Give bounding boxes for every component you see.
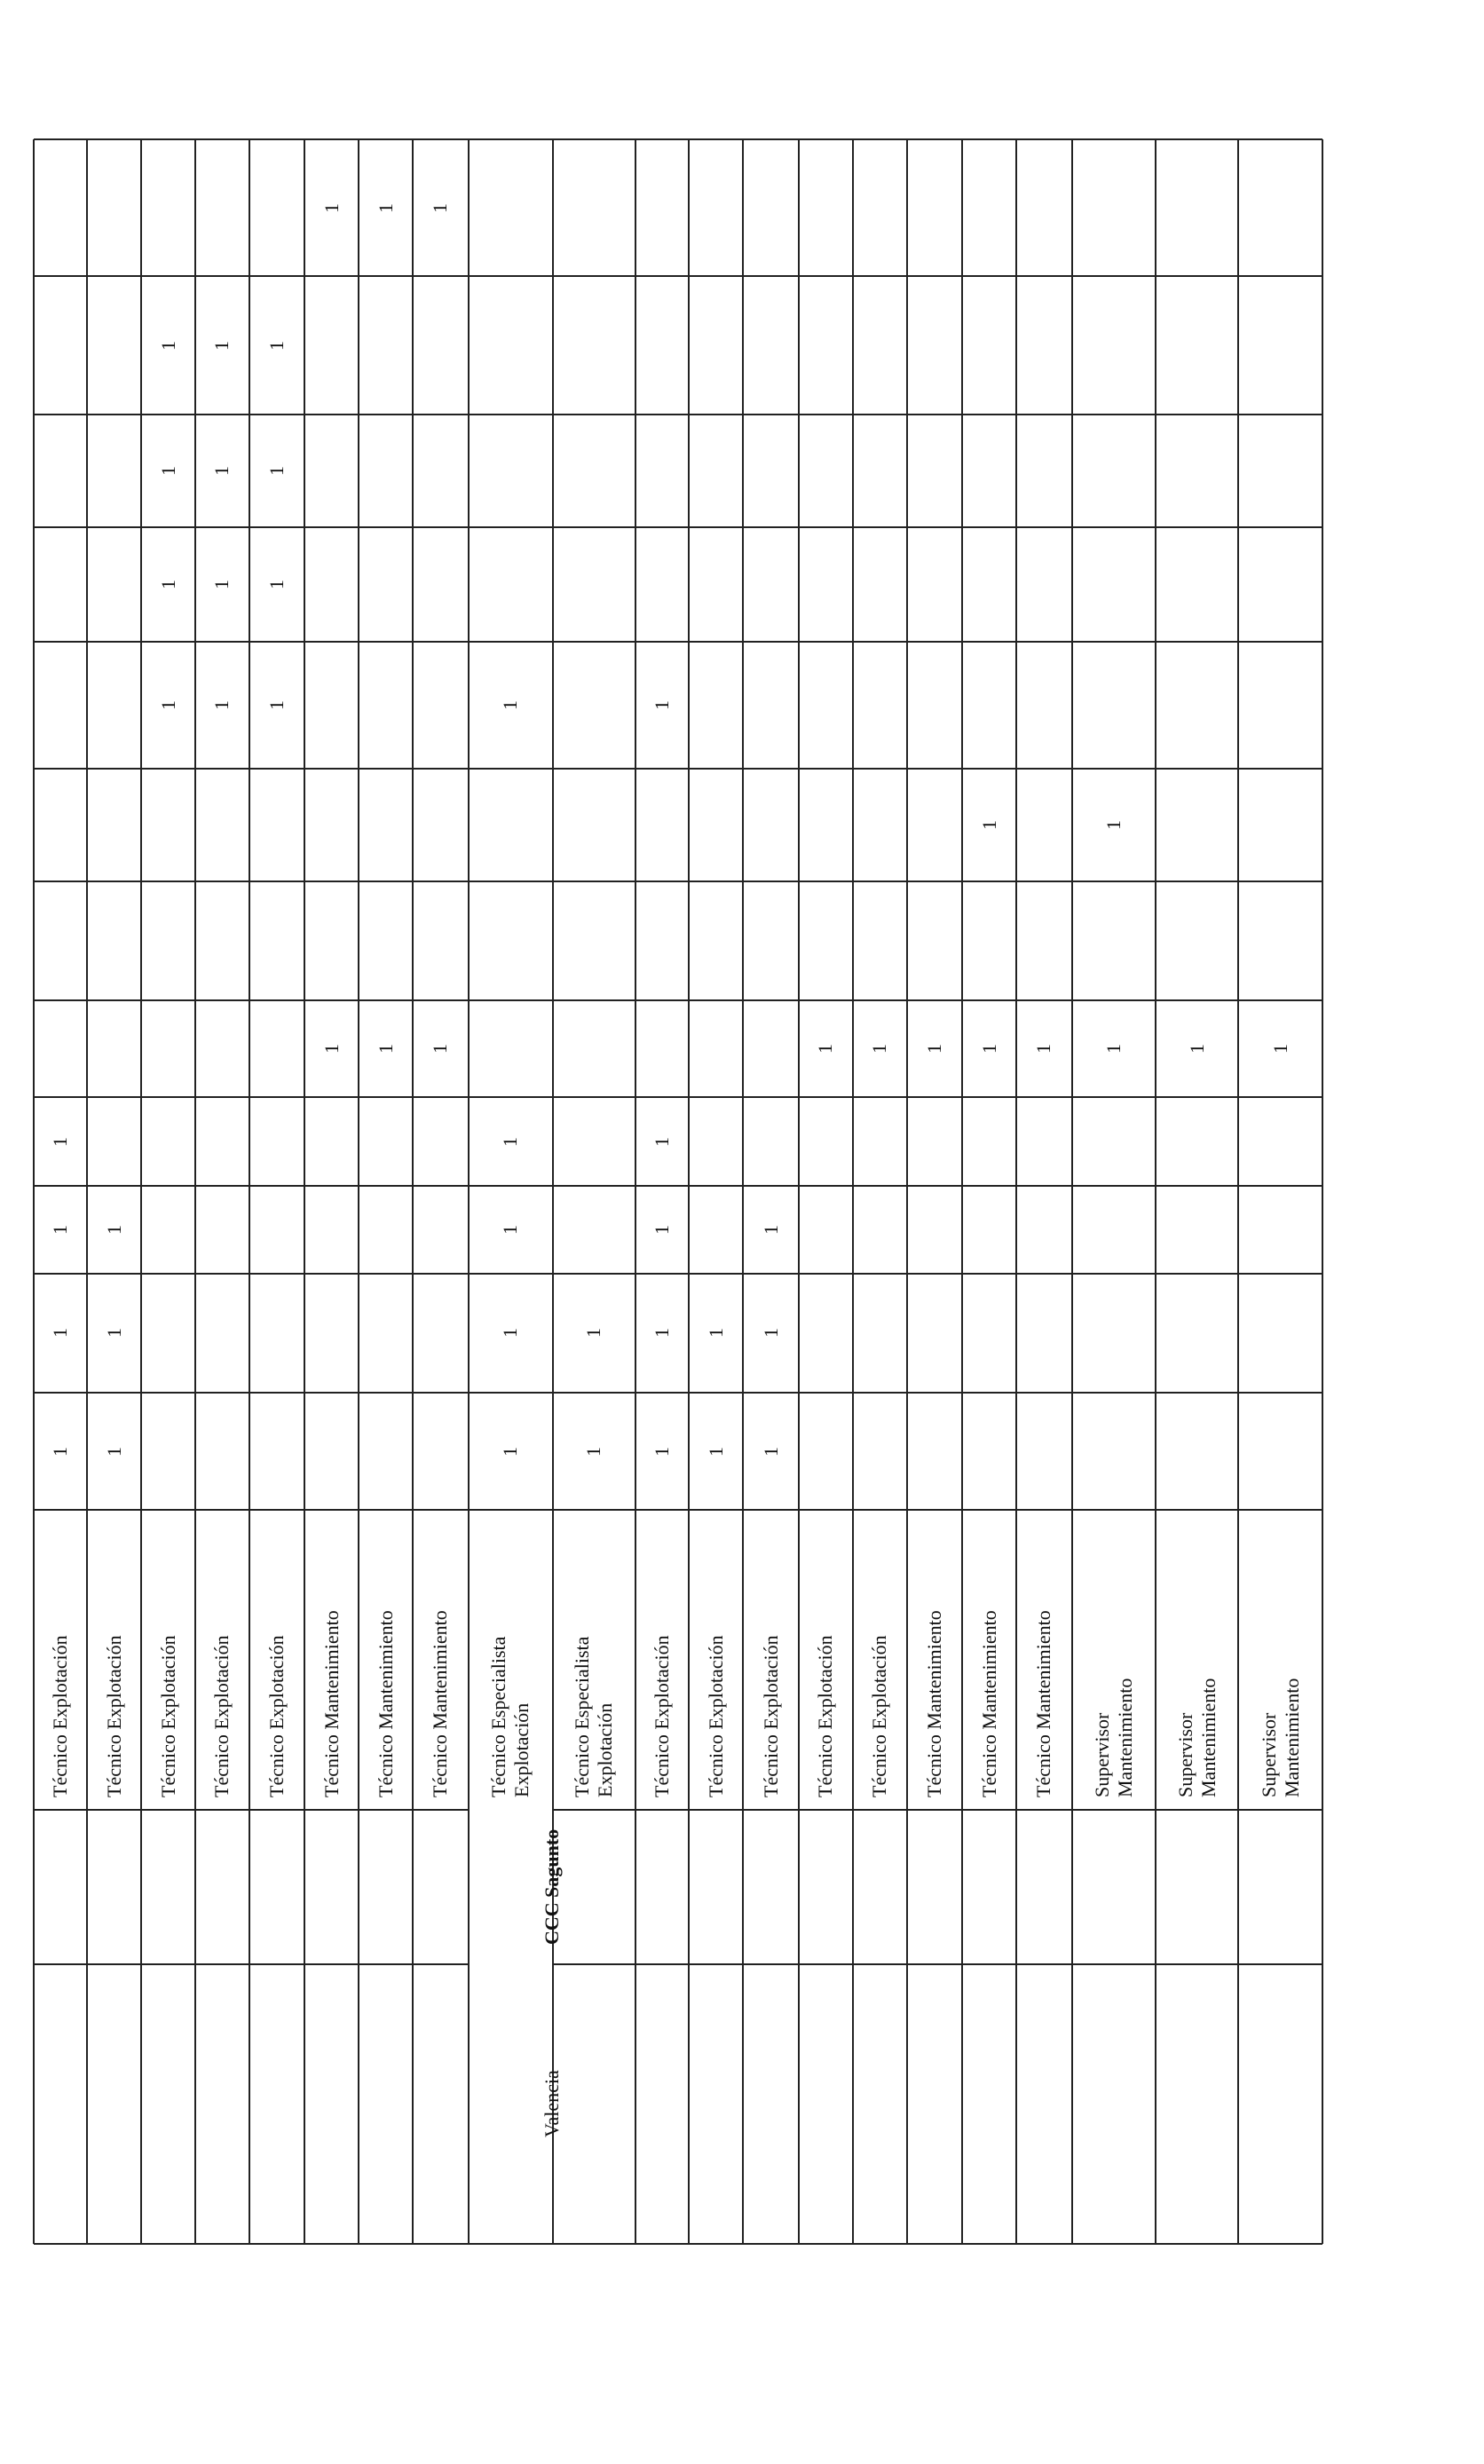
mark-cell: 1 xyxy=(582,1446,605,1457)
mark-cell: 1 xyxy=(265,340,288,351)
mark-cell: 1 xyxy=(210,579,233,589)
column-divider xyxy=(34,1185,1323,1187)
mark-cell: 1 xyxy=(265,465,288,476)
role-label: Técnico Explotación xyxy=(651,1635,673,1798)
mark-cell: 1 xyxy=(102,1328,125,1339)
row-divider xyxy=(798,139,800,2243)
role-label: Técnico Mantenimiento xyxy=(320,1610,343,1798)
column-divider xyxy=(34,641,1323,643)
mark-cell: 1 xyxy=(1032,1044,1055,1054)
mark-cell: 1 xyxy=(977,819,1000,830)
mark-cell: 1 xyxy=(704,1446,727,1457)
mark-cell: 1 xyxy=(759,1446,782,1457)
row-divider xyxy=(688,139,690,2243)
row-divider xyxy=(742,139,744,2243)
row-divider xyxy=(194,139,196,2243)
mark-cell: 1 xyxy=(156,579,179,589)
role-label: Técnico Explotación xyxy=(156,1635,179,1798)
role-label: Técnico Mantenimiento xyxy=(374,1610,397,1798)
role-label: Técnico Explotación xyxy=(265,1635,288,1798)
column-divider xyxy=(34,1963,469,1965)
mark-cell: 1 xyxy=(651,1225,673,1236)
column-divider xyxy=(34,1096,1323,1098)
column-divider xyxy=(34,275,1323,277)
column-divider xyxy=(34,881,1323,882)
role-label: Técnico Explotación xyxy=(814,1635,837,1798)
column-divider xyxy=(34,1509,1323,1511)
mark-cell: 1 xyxy=(582,1328,605,1339)
mark-cell: 1 xyxy=(265,579,288,589)
mark-cell: 1 xyxy=(48,1328,71,1339)
mark-cell: 1 xyxy=(651,1446,673,1457)
mark-cell: 1 xyxy=(48,1225,71,1236)
mark-cell: 1 xyxy=(265,699,288,710)
column-divider xyxy=(553,1809,1323,1811)
mark-cell: 1 xyxy=(48,1446,71,1457)
mark-cell: 1 xyxy=(651,699,673,710)
mark-cell: 1 xyxy=(651,1136,673,1147)
column-divider xyxy=(34,2243,1323,2245)
mark-cell: 1 xyxy=(922,1044,945,1054)
role-label: Técnico Explotación xyxy=(102,1635,125,1798)
role-label: Técnico Explotación xyxy=(759,1635,782,1798)
role-label: Técnico Explotación xyxy=(704,1635,727,1798)
role-label: Técnico Mantenimiento xyxy=(922,1610,945,1798)
row-divider xyxy=(852,139,854,2243)
row-divider xyxy=(358,139,359,2243)
row-divider xyxy=(86,139,88,2243)
mark-cell: 1 xyxy=(374,202,397,213)
row-divider xyxy=(1155,139,1156,2243)
mark-cell: 1 xyxy=(977,1044,1000,1054)
role-label: Técnico Explotación xyxy=(210,1635,233,1798)
mark-cell: 1 xyxy=(651,1328,673,1339)
role-label: Supervisor Mantenimiento xyxy=(1090,1678,1136,1798)
row-divider xyxy=(1237,139,1239,2243)
column-divider xyxy=(34,138,1323,140)
row-divider xyxy=(140,139,142,2243)
mark-cell: 1 xyxy=(499,1136,522,1147)
column-divider xyxy=(34,999,1323,1001)
mark-cell: 1 xyxy=(1101,1044,1125,1054)
column-divider xyxy=(553,1963,1323,1965)
row-divider xyxy=(635,139,636,2243)
center-label: CCC Sagunto xyxy=(540,1829,563,1946)
mark-cell: 1 xyxy=(156,465,179,476)
role-label: Técnico Especialista Explotación xyxy=(487,1637,533,1798)
role-label: Técnico Explotación xyxy=(48,1635,71,1798)
mark-cell: 1 xyxy=(499,1225,522,1236)
column-divider xyxy=(34,414,1323,415)
mark-cell: 1 xyxy=(210,340,233,351)
mark-cell: 1 xyxy=(156,699,179,710)
mark-cell: 1 xyxy=(320,202,343,213)
row-divider xyxy=(1071,139,1073,2243)
row-divider xyxy=(1015,139,1017,2243)
mark-cell: 1 xyxy=(499,699,522,710)
mark-cell: 1 xyxy=(429,1044,452,1054)
row-divider xyxy=(961,139,963,2243)
mark-cell: 1 xyxy=(1101,819,1125,830)
role-label: Técnico Explotación xyxy=(868,1635,891,1798)
row-divider xyxy=(468,139,470,2243)
mark-cell: 1 xyxy=(759,1328,782,1339)
mark-cell: 1 xyxy=(704,1328,727,1339)
mark-cell: 1 xyxy=(102,1446,125,1457)
mark-cell: 1 xyxy=(1185,1044,1208,1054)
role-label: Técnico Mantenimiento xyxy=(977,1610,1000,1798)
row-divider xyxy=(906,139,908,2243)
mark-cell: 1 xyxy=(48,1136,71,1147)
mark-cell: 1 xyxy=(814,1044,837,1054)
mark-cell: 1 xyxy=(1268,1044,1291,1054)
mark-cell: 1 xyxy=(102,1225,125,1236)
mark-cell: 1 xyxy=(374,1044,397,1054)
role-label: Supervisor Mantenimiento xyxy=(1173,1678,1220,1798)
mark-cell: 1 xyxy=(320,1044,343,1054)
mark-cell: 1 xyxy=(210,699,233,710)
column-divider xyxy=(34,526,1323,528)
row-divider xyxy=(33,139,35,2243)
mark-cell: 1 xyxy=(429,202,452,213)
column-divider xyxy=(34,1392,1323,1394)
role-label: Técnico Mantenimiento xyxy=(1032,1610,1055,1798)
column-divider xyxy=(34,768,1323,770)
column-divider xyxy=(34,1809,469,1811)
row-divider xyxy=(412,139,414,2243)
mark-cell: 1 xyxy=(759,1225,782,1236)
row-divider xyxy=(1322,139,1323,2243)
row-divider xyxy=(249,139,250,2243)
region-label: Valencia xyxy=(540,2070,563,2138)
mark-cell: 1 xyxy=(156,340,179,351)
mark-cell: 1 xyxy=(499,1446,522,1457)
column-divider xyxy=(34,1273,1323,1275)
role-label: Supervisor Mantenimiento xyxy=(1257,1678,1303,1798)
mark-cell: 1 xyxy=(210,465,233,476)
mark-cell: 1 xyxy=(499,1328,522,1339)
row-divider xyxy=(304,139,305,2243)
mark-cell: 1 xyxy=(868,1044,891,1054)
role-label: Técnico Especialista Explotación xyxy=(571,1637,617,1798)
role-label: Técnico Mantenimiento xyxy=(429,1610,452,1798)
